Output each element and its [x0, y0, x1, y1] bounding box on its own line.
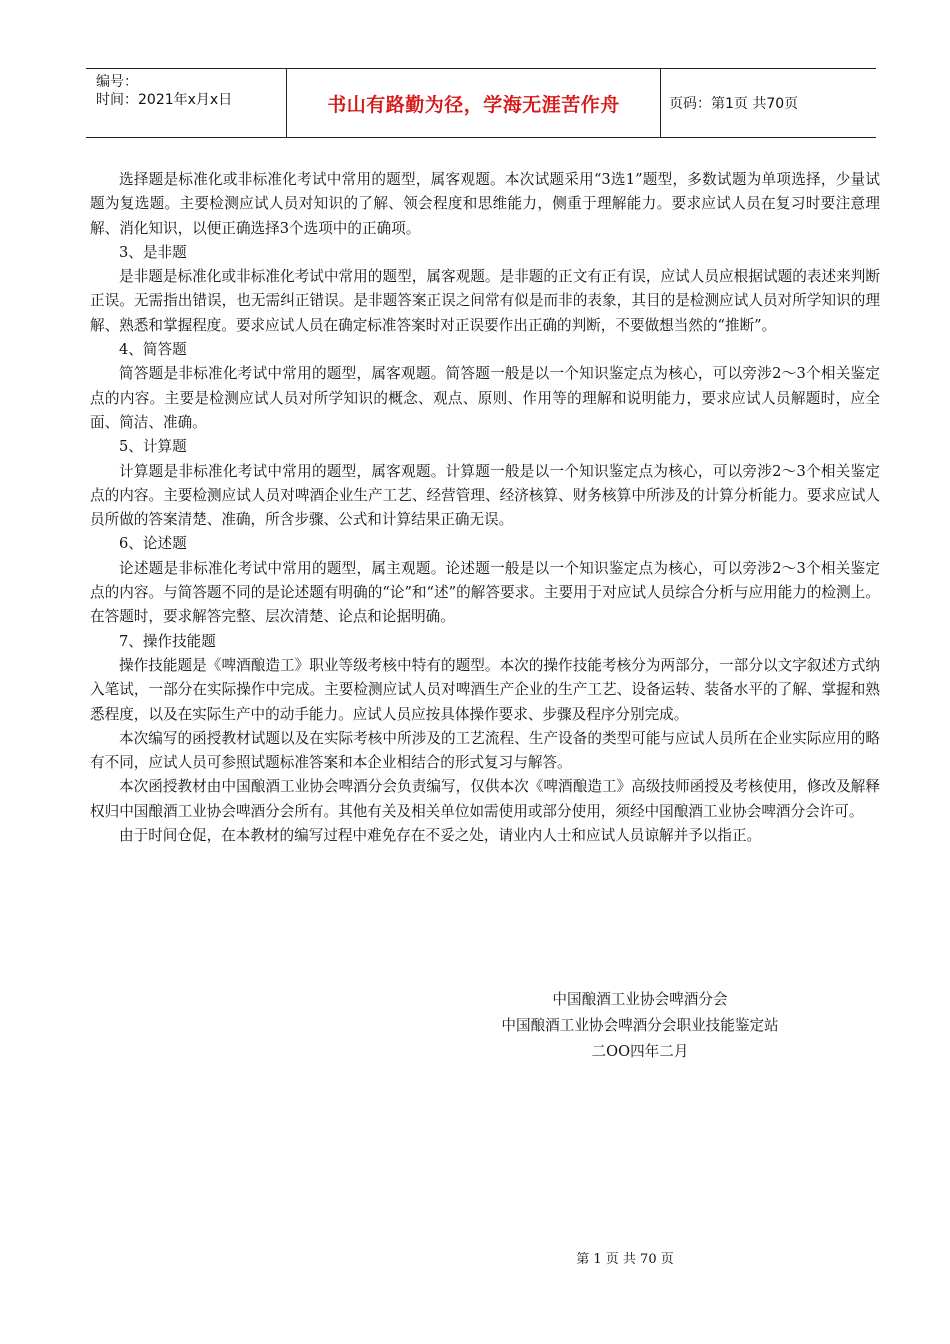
section-heading: 5、计算题: [119, 438, 187, 456]
number-label: 编号：: [96, 74, 138, 90]
section-heading: 3、是非题: [119, 243, 187, 261]
document-header: [86, 68, 876, 138]
paragraph: 操作技能题是《啤酒酿造工》职业等级考核中特有的题型。本次的操作技能考核分为两部分，一部分以文字叙述方式纳入笔试，一部分在实际操作中完成。主要检测应试人员对啤酒生产企业的生产工艺、设备运转、装备水平的了解、掌握和熟悉程度，以及在实际生产中的动手能力。应试人员应按具体操作要求、步骤及程序分别完成。: [90, 656, 880, 723]
footer-page-number: 第 1 页 共 70 页: [576, 1252, 674, 1267]
motto-text: 书山有路勤为径，学海无涯苦作舟: [327, 93, 620, 116]
signature-date: 二OO四年二月: [591, 1043, 689, 1060]
header-meta-cell: [86, 69, 287, 137]
paragraph: 论述题是非标准化考试中常用的题型，属主观题。论述题一般是以一个知识鉴定点为核心，可以旁涉2～3个相关鉴定点的内容。与简答题不同的是论述题有明确的“论”和“述”的解答要求。主要用于对应试人员综合分析与应用能力的检测上。在答题时，要求解答完整、层次清楚、论点和论据明确。: [90, 559, 880, 626]
header-page-cell: [661, 69, 876, 137]
time-label: 时间：2021年x月x日: [96, 92, 233, 108]
header-motto-cell: [287, 69, 661, 137]
page-footer: [0, 1248, 950, 1267]
paragraph: 本次编写的函授教材试题以及在实际考核中所涉及的工艺流程、生产设备的类型可能与应试人员所在企业实际应用的略有不同，应试人员可参照试题标准答案和本企业相结合的形式复习与解答。: [90, 729, 880, 772]
paragraph: 本次函授教材由中国酿酒工业协会啤酒分会负责编写，仅供本次《啤酒酿造工》高级技师函授及考核使用，修改及解释权归中国酿酒工业协会啤酒分会所有。其他有关及相关单位如需使用或部分使用，须经中国酿酒工业协会啤酒分会许可。: [90, 778, 880, 820]
document-body: [90, 168, 880, 848]
section-heading: 4、简答题: [119, 341, 187, 359]
paragraph: 由于时间仓促，在本教材的编写过程中难免存在不妥之处，请业内人士和应试人员谅解并予以指正。: [119, 827, 762, 845]
paragraph: 简答题是非标准化考试中常用的题型，属客观题。简答题一般是以一个知识鉴定点为核心，可以旁涉2～3个相关鉴定点的内容。主要是检测应试人员对所学知识的概念、观点、原则、作用等的理解和说明能力，要求应试人员解题时，应全面、简洁、准确。: [90, 365, 880, 431]
paragraph: 是非题是标准化或非标准化考试中常用的题型，属客观题。是非题的正文有正有误，应试人员应根据试题的表述来判断正误。无需指出错误，也无需纠正错误。是非题答案正误之间常有似是而非的表象，其目的是检测应试人员对所学知识的理解、熟悉和掌握程度。要求应试人员在确定标准答案时对正误要作出正确的判断，不要做想当然的“推断”。: [90, 268, 880, 334]
section-heading: 7、操作技能题: [119, 632, 216, 650]
signature-org1: 中国酿酒工业协会啤酒分会: [552, 991, 728, 1008]
signature-org2: 中国酿酒工业协会啤酒分会职业技能鉴定站: [501, 1017, 779, 1034]
paragraph: 选择题是标准化或非标准化考试中常用的题型，属客观题。本次试题采用“3选1”题型，多数试题为单项选择，少量试题为复选题。主要检测应试人员对知识的了解、领会程度和思维能力，侧重于理解能力。要求应试人员在复习时要注意理解、消化知识，以便正确选择3个选项中的正确项。: [90, 171, 880, 237]
page-label: 页码：第1页 共70页: [669, 96, 799, 112]
section-heading: 6、论述题: [119, 535, 187, 553]
paragraph: 计算题是非标准化考试中常用的题型，属客观题。计算题一般是以一个知识鉴定点为核心，可以旁涉2～3个相关鉴定点的内容。主要检测应试人员对啤酒企业生产工艺、经营管理、经济核算、财务核算中所涉及的计算分析能力。要求应试人员所做的答案清楚、准确，所含步骤、公式和计算结果正确无误。: [90, 462, 880, 529]
